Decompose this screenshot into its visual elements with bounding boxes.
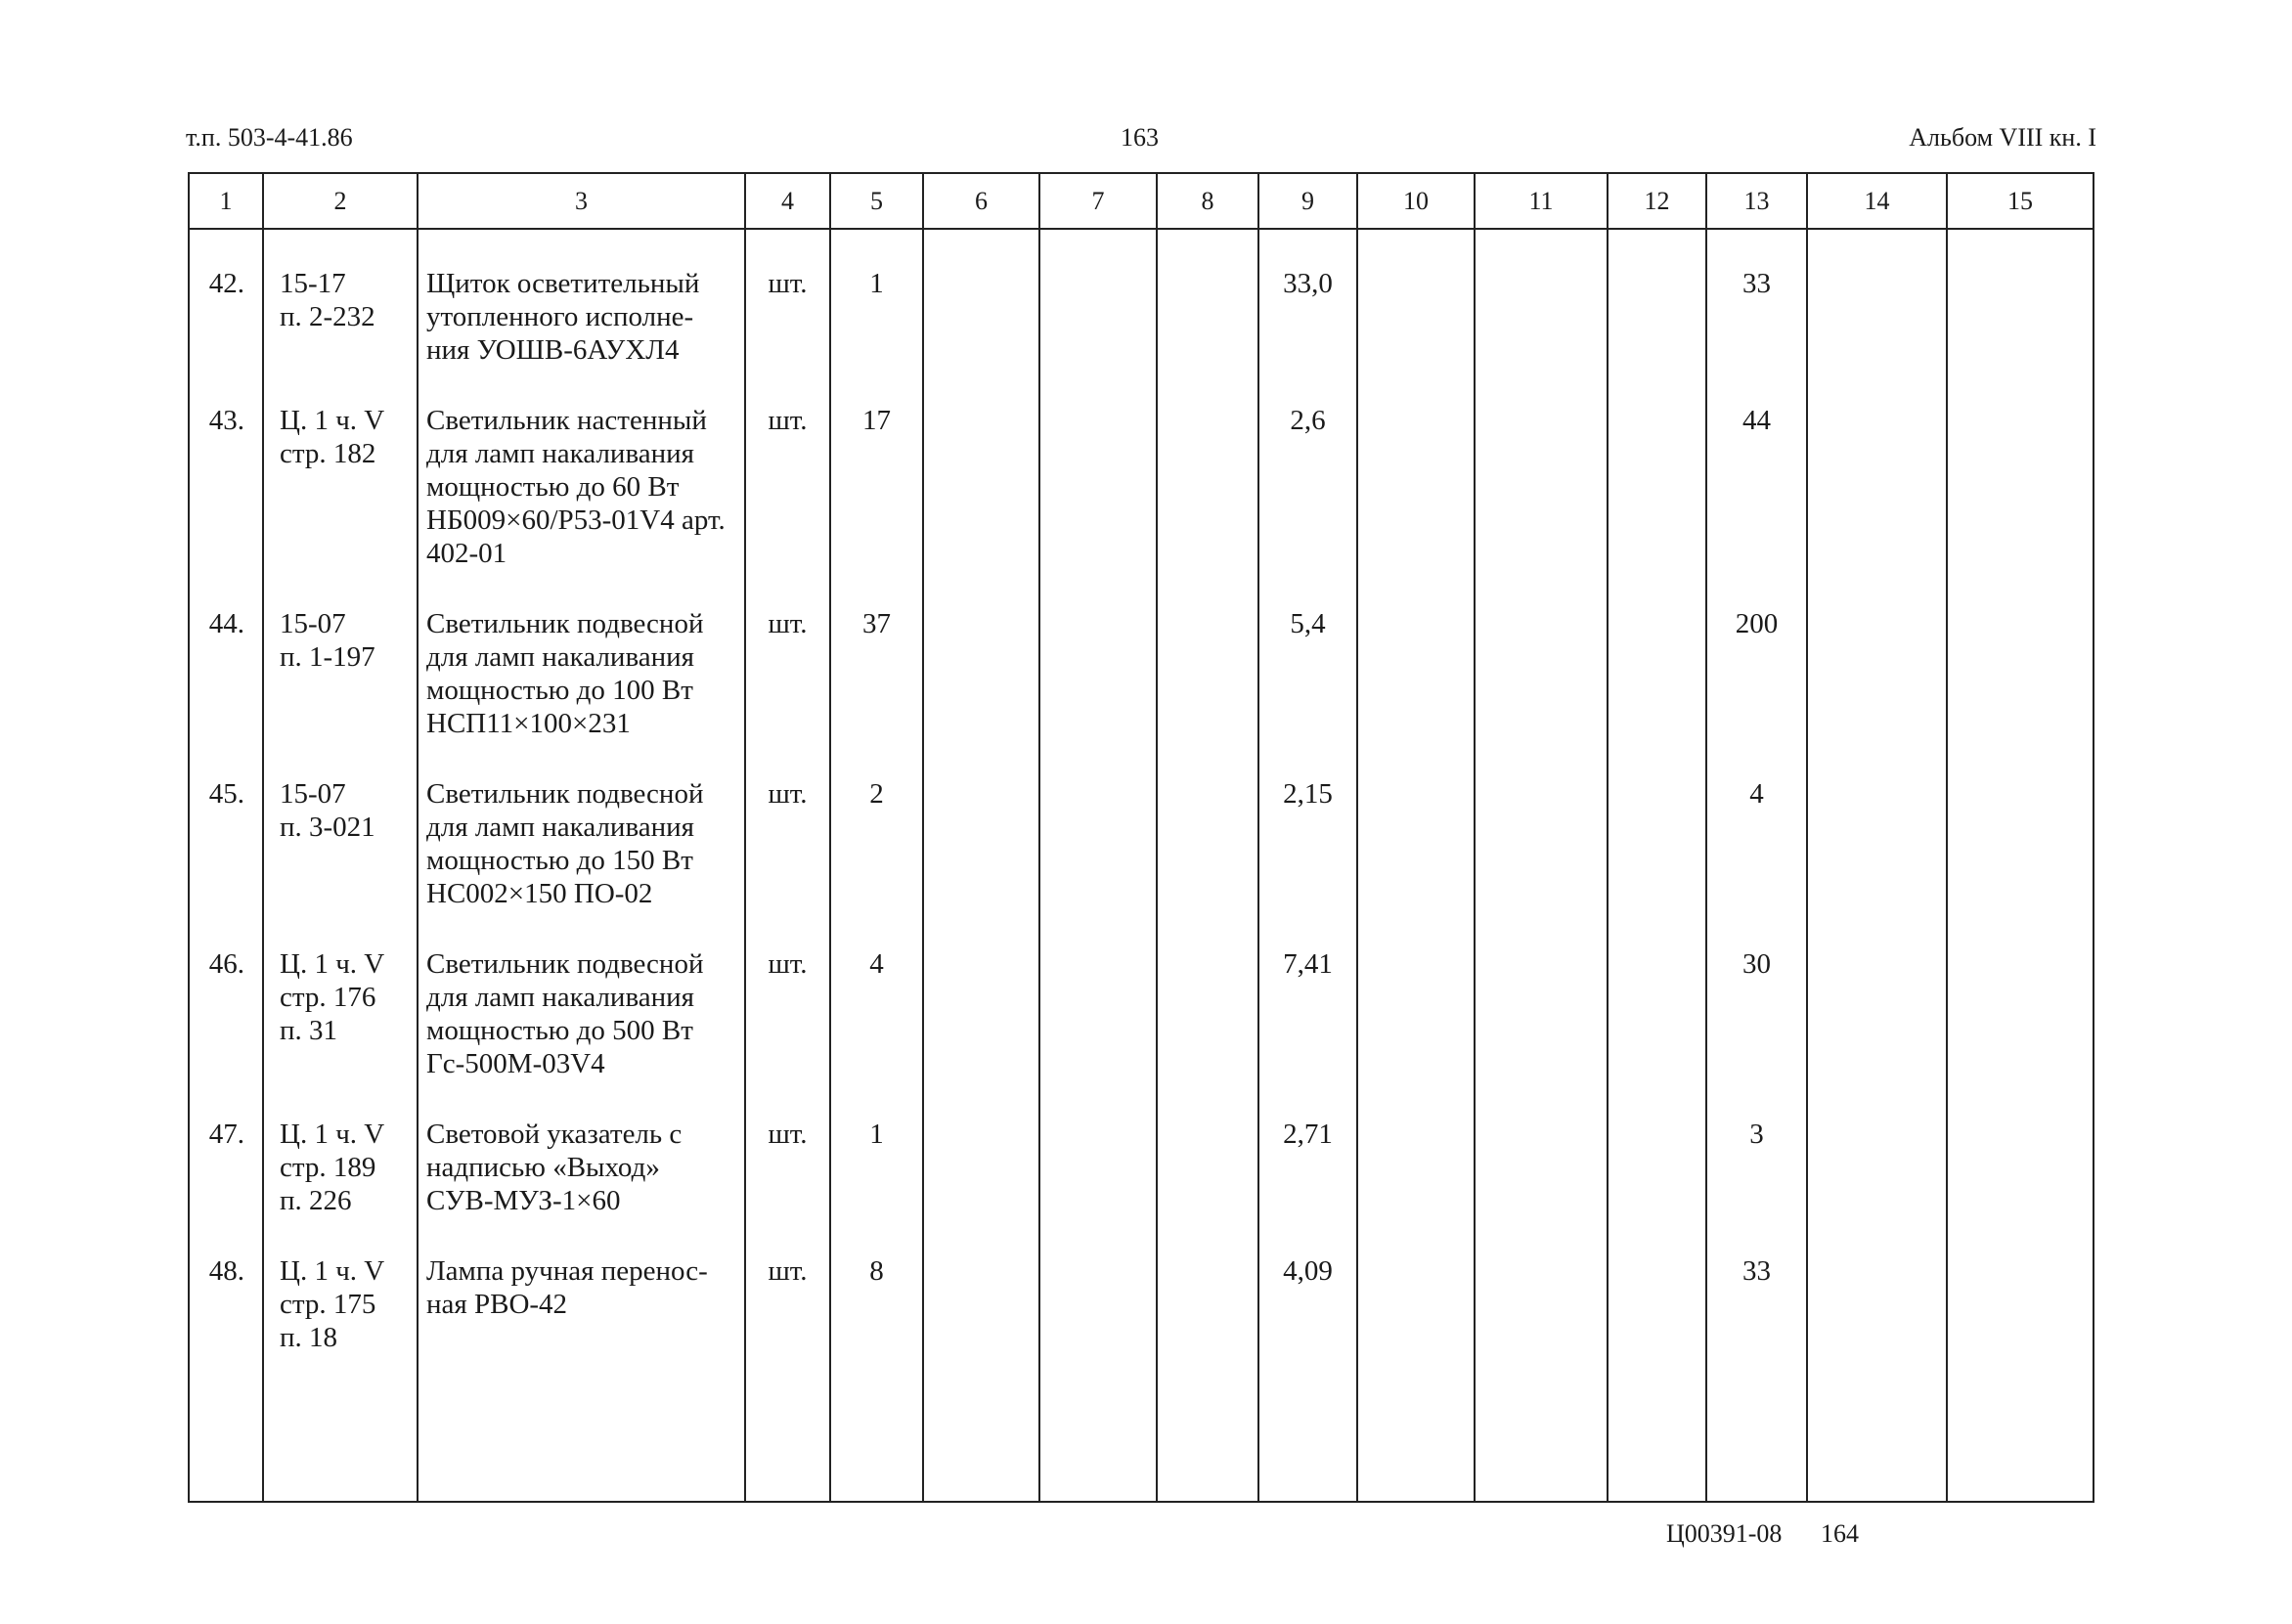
reference-cell bbox=[263, 570, 418, 740]
empty-cell bbox=[1475, 1217, 1608, 1502]
item-number: 43. bbox=[189, 367, 263, 570]
column-header: 12 bbox=[1608, 173, 1706, 229]
column-9-value: 2,6 bbox=[1258, 367, 1357, 570]
item-name-cell bbox=[418, 1217, 745, 1502]
quantity-cell: 4 bbox=[830, 910, 923, 1080]
empty-cell bbox=[1475, 910, 1608, 1080]
item-name-line: ния УОШВ-6АУХЛ4 bbox=[426, 334, 680, 366]
empty-cell bbox=[1039, 910, 1157, 1080]
empty-cell bbox=[1807, 367, 1947, 570]
quantity-cell: 1 bbox=[830, 229, 923, 367]
column-13-value: 200 bbox=[1706, 570, 1807, 740]
item-name-line: мощностью до 150 Вт bbox=[426, 845, 693, 876]
empty-cell bbox=[1357, 1217, 1475, 1502]
empty-cell bbox=[1039, 367, 1157, 570]
reference-line: Ц. 1 ч. V bbox=[280, 1255, 385, 1287]
item-name-line: мощностью до 100 Вт bbox=[426, 675, 693, 706]
reference-cell bbox=[263, 229, 418, 367]
item-name-line: СУВ-МУЗ-1×60 bbox=[426, 1185, 621, 1216]
empty-cell bbox=[1357, 229, 1475, 367]
column-9-value: 4,09 bbox=[1258, 1217, 1357, 1502]
empty-cell bbox=[1157, 570, 1258, 740]
empty-cell bbox=[1039, 740, 1157, 910]
item-name-line: Светильник настенный bbox=[426, 405, 707, 436]
quantity-cell: 37 bbox=[830, 570, 923, 740]
column-header: 15 bbox=[1947, 173, 2094, 229]
page-number: 163 bbox=[1121, 123, 1159, 152]
empty-cell bbox=[923, 229, 1039, 367]
table-body bbox=[189, 229, 2094, 1502]
item-name-cell bbox=[418, 910, 745, 1080]
column-header: 7 bbox=[1039, 173, 1157, 229]
unit-cell: шт. bbox=[745, 740, 830, 910]
column-9-value: 2,71 bbox=[1258, 1080, 1357, 1217]
table-row bbox=[189, 1217, 2094, 1502]
reference-line: п. 1-197 bbox=[280, 641, 375, 673]
reference-line: п. 3-021 bbox=[280, 812, 375, 843]
empty-cell bbox=[1608, 740, 1706, 910]
reference-line: стр. 175 bbox=[280, 1289, 376, 1320]
reference-cell bbox=[263, 1217, 418, 1502]
item-name-cell bbox=[418, 367, 745, 570]
empty-cell bbox=[1475, 367, 1608, 570]
column-13-value: 33 bbox=[1706, 229, 1807, 367]
reference-line: п. 18 bbox=[280, 1322, 338, 1353]
column-header: 13 bbox=[1706, 173, 1807, 229]
item-name-line: утопленного исполне- bbox=[426, 301, 694, 332]
reference-line: стр. 189 bbox=[280, 1152, 376, 1183]
column-header: 3 bbox=[418, 173, 745, 229]
empty-cell bbox=[1947, 740, 2094, 910]
empty-cell bbox=[1039, 1080, 1157, 1217]
empty-cell bbox=[1157, 740, 1258, 910]
reference-cell bbox=[263, 367, 418, 570]
item-name-line: Щиток осветительный bbox=[426, 268, 700, 299]
empty-cell bbox=[1608, 910, 1706, 1080]
empty-cell bbox=[1157, 367, 1258, 570]
reference-cell bbox=[263, 1080, 418, 1217]
footer-code: Ц00391-08 bbox=[1666, 1519, 1783, 1548]
empty-cell bbox=[1807, 1080, 1947, 1217]
empty-cell bbox=[923, 910, 1039, 1080]
document-designation: т.п. 503-4-41.86 bbox=[186, 123, 353, 152]
reference-line: 15-07 bbox=[280, 778, 346, 810]
table-row bbox=[189, 740, 2094, 910]
empty-cell bbox=[1039, 570, 1157, 740]
column-header: 11 bbox=[1475, 173, 1608, 229]
column-header: 1 bbox=[189, 173, 263, 229]
empty-cell bbox=[1608, 1080, 1706, 1217]
quantity-cell: 17 bbox=[830, 367, 923, 570]
column-header: 5 bbox=[830, 173, 923, 229]
item-number: 44. bbox=[189, 570, 263, 740]
empty-cell bbox=[1608, 570, 1706, 740]
empty-cell bbox=[1608, 367, 1706, 570]
specification-table bbox=[188, 172, 2094, 1503]
empty-cell bbox=[1039, 229, 1157, 367]
item-name-line: для ламп накаливания bbox=[426, 982, 694, 1013]
empty-cell bbox=[1947, 570, 2094, 740]
empty-cell bbox=[1357, 740, 1475, 910]
column-9-value: 2,15 bbox=[1258, 740, 1357, 910]
table-row bbox=[189, 367, 2094, 570]
item-name-line: Световой указатель с bbox=[426, 1119, 683, 1150]
empty-cell bbox=[1475, 1080, 1608, 1217]
empty-cell bbox=[1947, 229, 2094, 367]
reference-line: п. 31 bbox=[280, 1015, 338, 1046]
column-9-value: 7,41 bbox=[1258, 910, 1357, 1080]
reference-line: Ц. 1 ч. V bbox=[280, 405, 385, 436]
column-header: 8 bbox=[1157, 173, 1258, 229]
item-name-line: Гс-500М-03V4 bbox=[426, 1048, 605, 1079]
reference-line: Ц. 1 ч. V bbox=[280, 948, 385, 980]
empty-cell bbox=[1947, 1217, 2094, 1502]
empty-cell bbox=[1475, 570, 1608, 740]
table-row bbox=[189, 910, 2094, 1080]
empty-cell bbox=[1608, 1217, 1706, 1502]
column-header: 6 bbox=[923, 173, 1039, 229]
empty-cell bbox=[1039, 1217, 1157, 1502]
item-name-line: НС002×150 ПО-02 bbox=[426, 878, 653, 909]
unit-cell: шт. bbox=[745, 910, 830, 1080]
reference-line: стр. 182 bbox=[280, 438, 376, 469]
empty-cell bbox=[1807, 910, 1947, 1080]
empty-cell bbox=[923, 740, 1039, 910]
quantity-cell: 8 bbox=[830, 1217, 923, 1502]
item-name-line: для ламп накаливания bbox=[426, 812, 694, 843]
empty-cell bbox=[1608, 229, 1706, 367]
item-number: 42. bbox=[189, 229, 263, 367]
quantity-cell: 1 bbox=[830, 1080, 923, 1217]
empty-cell bbox=[1357, 1080, 1475, 1217]
footer-page-number: 164 bbox=[1821, 1519, 1859, 1548]
unit-cell: шт. bbox=[745, 367, 830, 570]
column-13-value: 4 bbox=[1706, 740, 1807, 910]
item-name-line: для ламп накаливания bbox=[426, 438, 694, 469]
item-name-line: Светильник подвесной bbox=[426, 948, 704, 980]
item-name-line: 402-01 bbox=[426, 538, 507, 569]
empty-cell bbox=[1357, 910, 1475, 1080]
column-13-value: 33 bbox=[1706, 1217, 1807, 1502]
item-name-line: НБ009×60/Р53-01V4 арт. bbox=[426, 505, 726, 536]
item-name-line: Светильник подвесной bbox=[426, 778, 704, 810]
column-header: 10 bbox=[1357, 173, 1475, 229]
reference-line: п. 2-232 bbox=[280, 301, 375, 332]
unit-cell: шт. bbox=[745, 570, 830, 740]
empty-cell bbox=[1157, 1080, 1258, 1217]
item-name-line: ная РВО-42 bbox=[426, 1289, 568, 1320]
empty-cell bbox=[923, 570, 1039, 740]
column-9-value: 5,4 bbox=[1258, 570, 1357, 740]
column-header: 4 bbox=[745, 173, 830, 229]
item-name-line: мощностью до 60 Вт bbox=[426, 471, 680, 503]
empty-cell bbox=[1807, 1217, 1947, 1502]
column-number-row bbox=[189, 173, 2094, 229]
empty-cell bbox=[923, 367, 1039, 570]
item-name-line: для ламп накаливания bbox=[426, 641, 694, 673]
quantity-cell: 2 bbox=[830, 740, 923, 910]
empty-cell bbox=[1357, 367, 1475, 570]
item-name-cell bbox=[418, 740, 745, 910]
reference-cell bbox=[263, 740, 418, 910]
column-9-value: 33,0 bbox=[1258, 229, 1357, 367]
empty-cell bbox=[1807, 740, 1947, 910]
unit-cell: шт. bbox=[745, 1217, 830, 1502]
empty-cell bbox=[923, 1217, 1039, 1502]
item-name-line: Лампа ручная перенос- bbox=[426, 1255, 708, 1287]
item-name-cell bbox=[418, 229, 745, 367]
reference-line: п. 226 bbox=[280, 1185, 352, 1216]
unit-cell: шт. bbox=[745, 1080, 830, 1217]
table-row bbox=[189, 1080, 2094, 1217]
item-name-cell bbox=[418, 570, 745, 740]
reference-line: стр. 176 bbox=[280, 982, 376, 1013]
item-number: 46. bbox=[189, 910, 263, 1080]
column-13-value: 3 bbox=[1706, 1080, 1807, 1217]
empty-cell bbox=[1807, 229, 1947, 367]
empty-cell bbox=[1357, 570, 1475, 740]
empty-cell bbox=[1947, 910, 2094, 1080]
empty-cell bbox=[1157, 1217, 1258, 1502]
unit-cell: шт. bbox=[745, 229, 830, 367]
reference-line: Ц. 1 ч. V bbox=[280, 1119, 385, 1150]
table-row bbox=[189, 229, 2094, 367]
column-13-value: 44 bbox=[1706, 367, 1807, 570]
table-row bbox=[189, 570, 2094, 740]
empty-cell bbox=[1947, 1080, 2094, 1217]
column-header: 2 bbox=[263, 173, 418, 229]
item-number: 47. bbox=[189, 1080, 263, 1217]
reference-line: 15-17 bbox=[280, 268, 346, 299]
reference-line: 15-07 bbox=[280, 608, 346, 639]
reference-cell bbox=[263, 910, 418, 1080]
column-header: 14 bbox=[1807, 173, 1947, 229]
empty-cell bbox=[1947, 367, 2094, 570]
item-name-cell bbox=[418, 1080, 745, 1217]
item-number: 48. bbox=[189, 1217, 263, 1502]
album-label: Альбом VIII кн. I bbox=[1909, 123, 2096, 152]
item-name-line: мощностью до 500 Вт bbox=[426, 1015, 693, 1046]
empty-cell bbox=[1807, 570, 1947, 740]
item-name-line: НСП11×100×231 bbox=[426, 708, 631, 739]
item-name-line: надписью «Выход» bbox=[426, 1152, 660, 1183]
item-name-line: Светильник подвесной bbox=[426, 608, 704, 639]
column-header: 9 bbox=[1258, 173, 1357, 229]
empty-cell bbox=[1475, 229, 1608, 367]
empty-cell bbox=[923, 1080, 1039, 1217]
empty-cell bbox=[1157, 910, 1258, 1080]
empty-cell bbox=[1475, 740, 1608, 910]
item-number: 45. bbox=[189, 740, 263, 910]
empty-cell bbox=[1157, 229, 1258, 367]
column-13-value: 30 bbox=[1706, 910, 1807, 1080]
